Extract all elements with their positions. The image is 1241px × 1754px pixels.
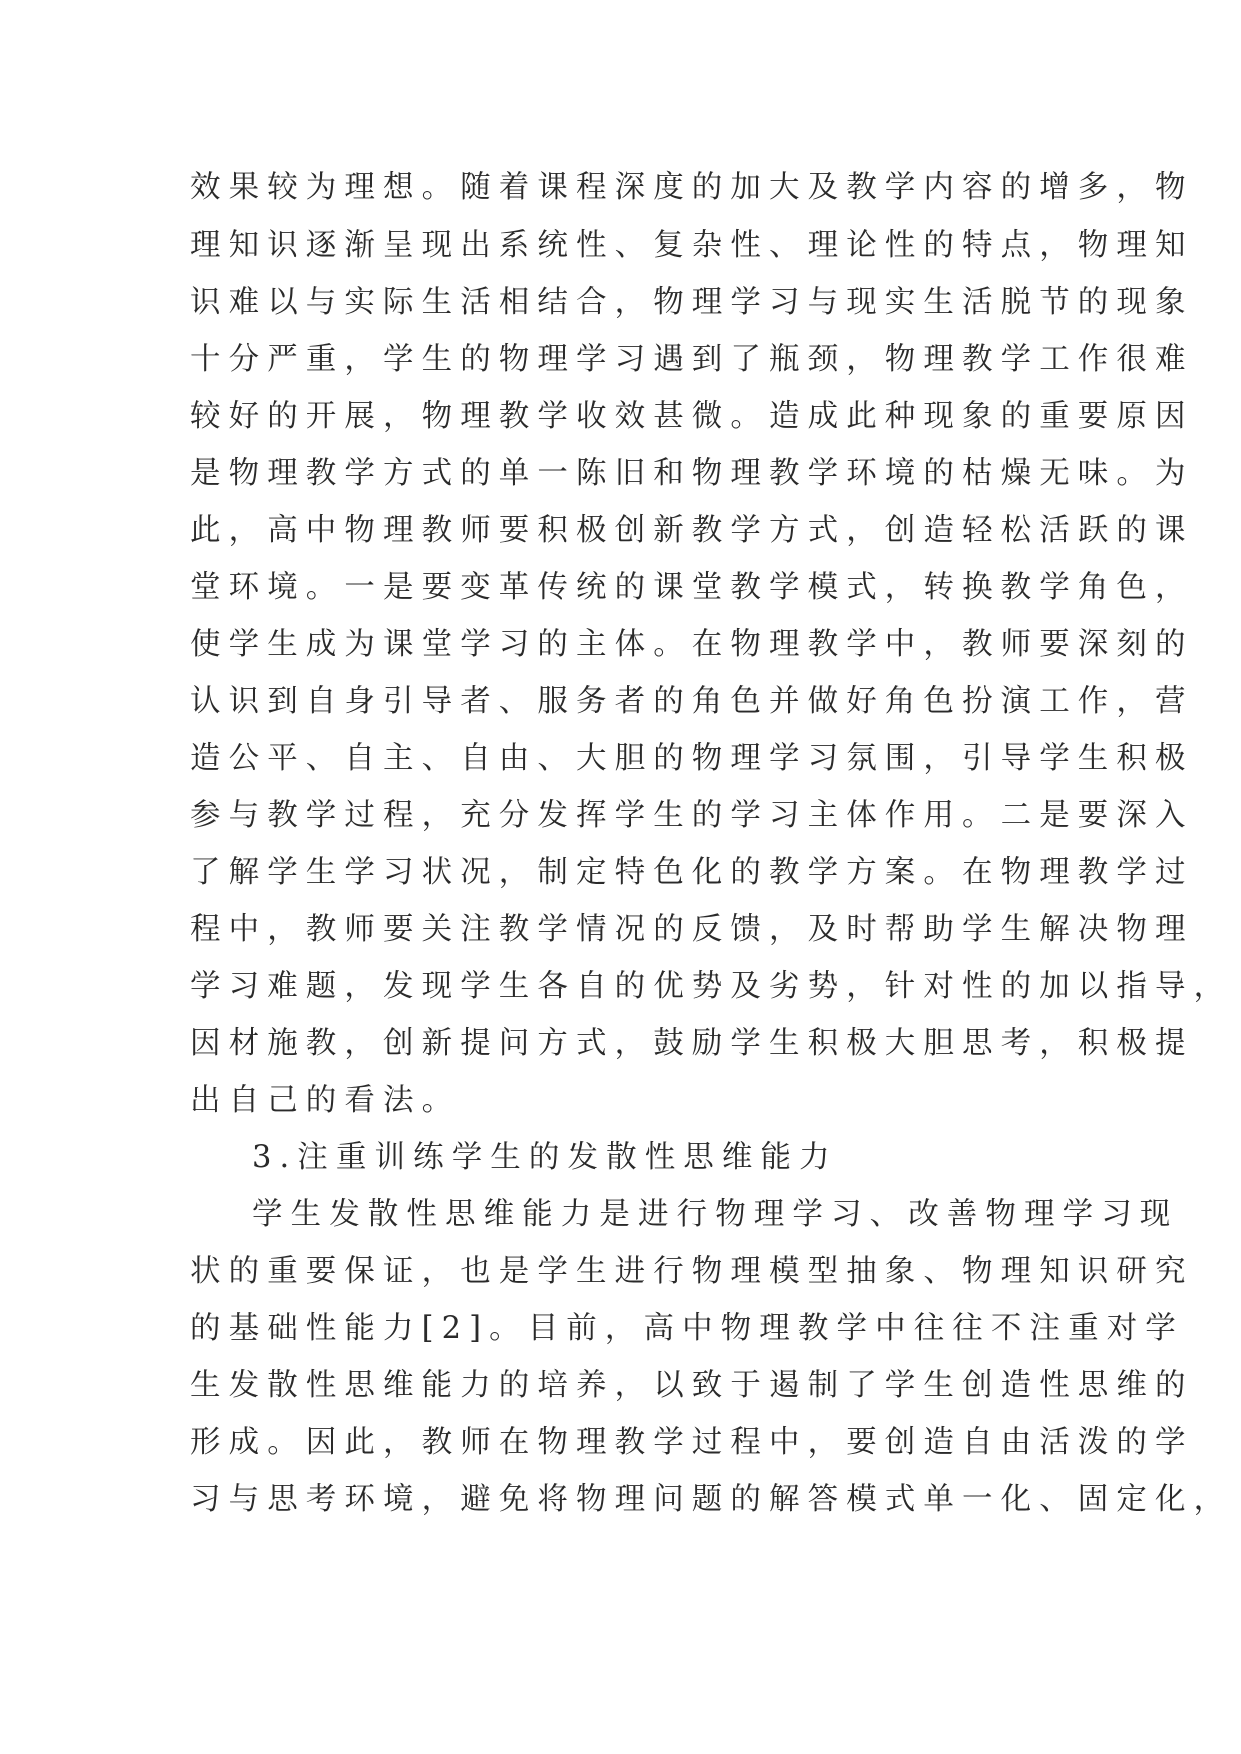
body-text-line: 造公平、自主、自由、大胆的物理学习氛围，引导学生积极	[190, 741, 1194, 776]
body-text-line: 的基础性能力[2]。目前，高中物理教学中往往不注重对学	[190, 1311, 1184, 1346]
section-heading: 3.注重训练学生的发散性思维能力	[252, 1140, 838, 1175]
body-text-line: 效果较为理想。随着课程深度的加大及教学内容的增多，物	[190, 170, 1194, 205]
body-text-line: 参与教学过程，充分发挥学生的学习主体作用。二是要深入	[190, 798, 1194, 833]
body-text-line: 了解学生学习状况，制定特色化的教学方案。在物理教学过	[190, 855, 1194, 890]
body-text-line: 是物理教学方式的单一陈旧和物理教学环境的枯燥无味。为	[190, 456, 1194, 491]
body-text-line: 认识到自身引导者、服务者的角色并做好角色扮演工作，营	[190, 684, 1194, 719]
body-text-line: 堂环境。一是要变革传统的课堂教学模式，转换教学角色，	[190, 570, 1194, 605]
body-text-line: 理知识逐渐呈现出系统性、复杂性、理论性的特点，物理知	[190, 228, 1194, 263]
body-text-line: 此，高中物理教师要积极创新教学方式，创造轻松活跃的课	[190, 513, 1194, 548]
body-text-line: 使学生成为课堂学习的主体。在物理教学中，教师要深刻的	[190, 627, 1194, 662]
body-text-line: 状的重要保证，也是学生进行物理模型抽象、物理知识研究	[190, 1254, 1194, 1289]
body-text-line: 生发散性思维能力的培养，以致于遏制了学生创造性思维的	[190, 1368, 1194, 1403]
body-text-line: 学生发散性思维能力是进行物理学习、改善物理学习现	[252, 1197, 1179, 1232]
body-text-line: 出自己的看法。	[190, 1083, 461, 1118]
body-text-line: 习与思考环境，避免将物理问题的解答模式单一化、固定化，	[190, 1482, 1233, 1517]
body-text-line: 形成。因此，教师在物理教学过程中，要创造自由活泼的学	[190, 1425, 1194, 1460]
body-text-line: 程中，教师要关注教学情况的反馈，及时帮助学生解决物理	[190, 912, 1194, 947]
body-text-line: 较好的开展，物理教学收效甚微。造成此种现象的重要原因	[190, 399, 1194, 434]
body-text-line: 十分严重，学生的物理学习遇到了瓶颈，物理教学工作很难	[190, 342, 1194, 377]
body-text-line: 识难以与实际生活相结合，物理学习与现实生活脱节的现象	[190, 285, 1194, 320]
body-text-line: 学习难题，发现学生各自的优势及劣势，针对性的加以指导，	[190, 969, 1233, 1004]
body-text-line: 因材施教，创新提问方式，鼓励学生积极大胆思考，积极提	[190, 1026, 1194, 1061]
